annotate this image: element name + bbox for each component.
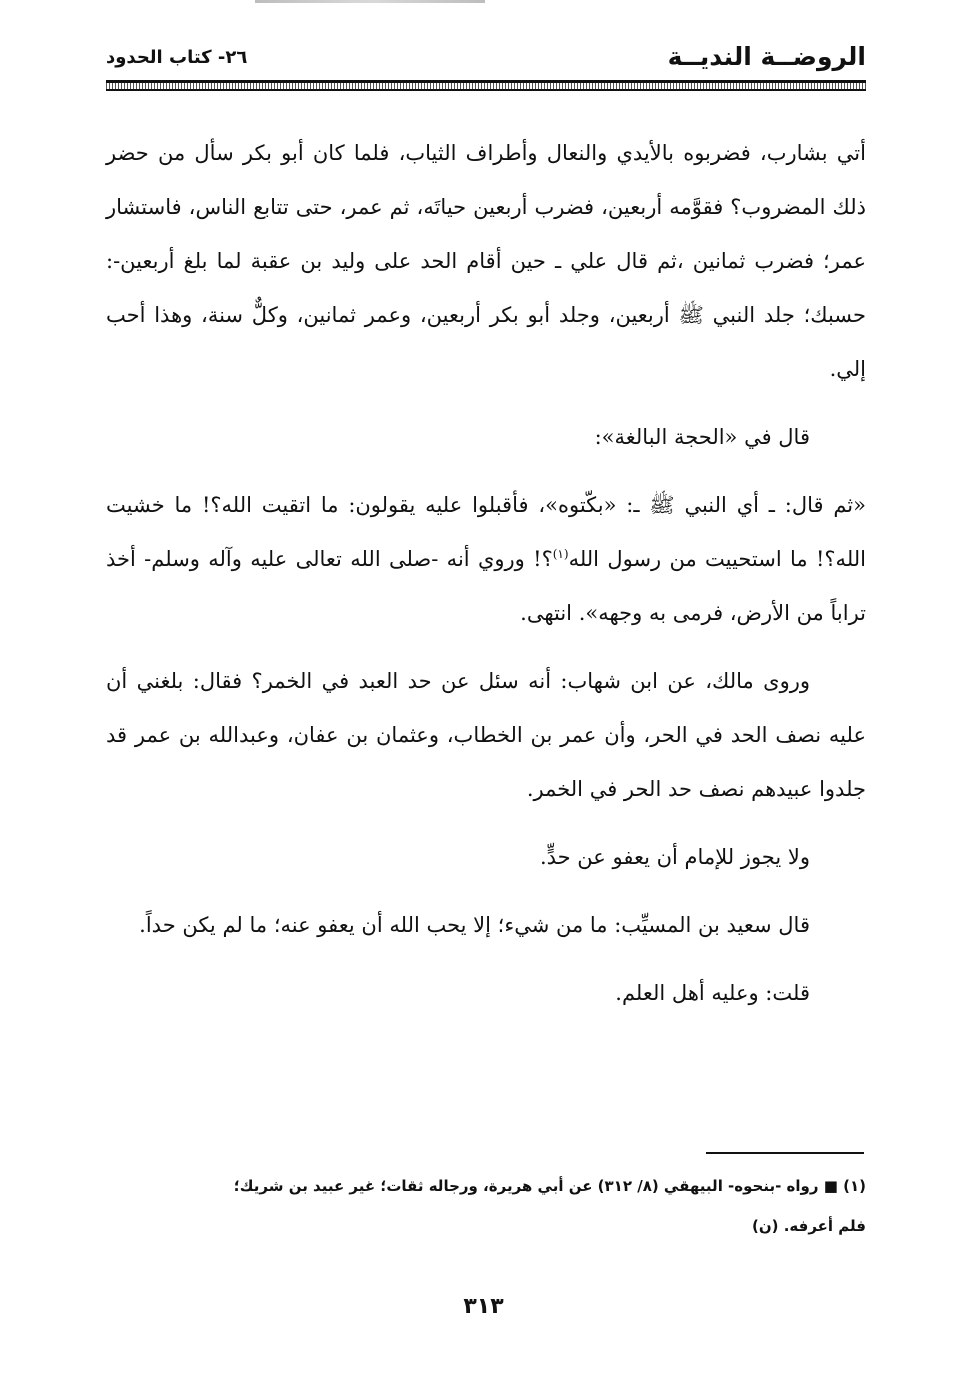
paragraph: قال سعيد بن المسيِّب: ما من شيء؛ إلا يحب الله أن يعفو عنه؛ ما لم يكن حداً.: [139, 913, 810, 937]
scan-edge-mark: [255, 0, 485, 3]
quote-text-before: «ثم قال: ـ أي النبي ﷺ ـ: «بكّتوه»، فأقبلوا عليه يقولون: ما اتقيت الله؟! ما خشيت الله؟! ما استحييت من رسول الله: [106, 493, 867, 571]
quote-text-after: ؟! وروي أنه -صلى الله تعالى عليه وآله وسلم- أخذ تراباً من الأرض، فرمى به وجهه». انتهى.: [106, 547, 866, 625]
header-rule: [106, 80, 866, 91]
footnotes: [106, 1166, 866, 1246]
footnote-separator: [706, 1152, 864, 1154]
paragraph: قال في «الحجة البالغة»:: [594, 425, 810, 449]
paragraph: قلت: وعليه أهل العلم.: [615, 981, 810, 1005]
paragraph: ولا يجوز للإمام أن يعفو عن حدٍّ.: [539, 845, 810, 869]
main-text: [106, 126, 866, 1034]
running-header: [106, 40, 866, 80]
quoted-paragraph: [106, 478, 866, 640]
paragraph: وروى مالك، عن ابن شهاب: أنه سئل عن حد العبد في الخمر؟ فقال: بلغني أن عليه نصف الحد في الحر، وأن عمر بن الخطاب، وعثمان بن عفان، وعبدالله بن عمر قد جلدوا عبيدهم نصف حد الحر في الخمر.: [106, 669, 866, 801]
page-number: ٣١٣: [463, 1294, 504, 1319]
chapter-title: ٢٦- كتاب الحدود: [106, 47, 248, 68]
book-title: الروضــة النديــة: [667, 42, 866, 71]
footnote-line: (١) ■ رواه -بنحوه- البيهقي (٨/ ٣١٢) عن أبي هريرة، ورجاله ثقات؛ غير عبيد بن شريك؛: [233, 1177, 866, 1195]
paragraph: أتي بشارب، فضربوه بالأيدي والنعال وأطراف الثياب، فلما كان أبو بكر سأل من حضر ذلك المضروب؟ فقوَّمه أربعين، فضرب أربعين حياتَه، ثم عمر، حتى تتابع الناس، فاستشار عمر؛ فضرب ثمانين ،ثم قال علي ـ حين أقام الحد على وليد بن عقبة لما بلغ أربعين-: حسبك؛ جلد النبي ﷺ أربعين، وجلد أبو بكر أربعين، وعمر ثمانين، وكلٌّ سنة، وهذا أحب إلي.: [106, 141, 866, 381]
footnote-line: فلم أعرفه. (ن): [751, 1217, 866, 1235]
footnote-marker[interactable]: (١): [552, 547, 569, 561]
